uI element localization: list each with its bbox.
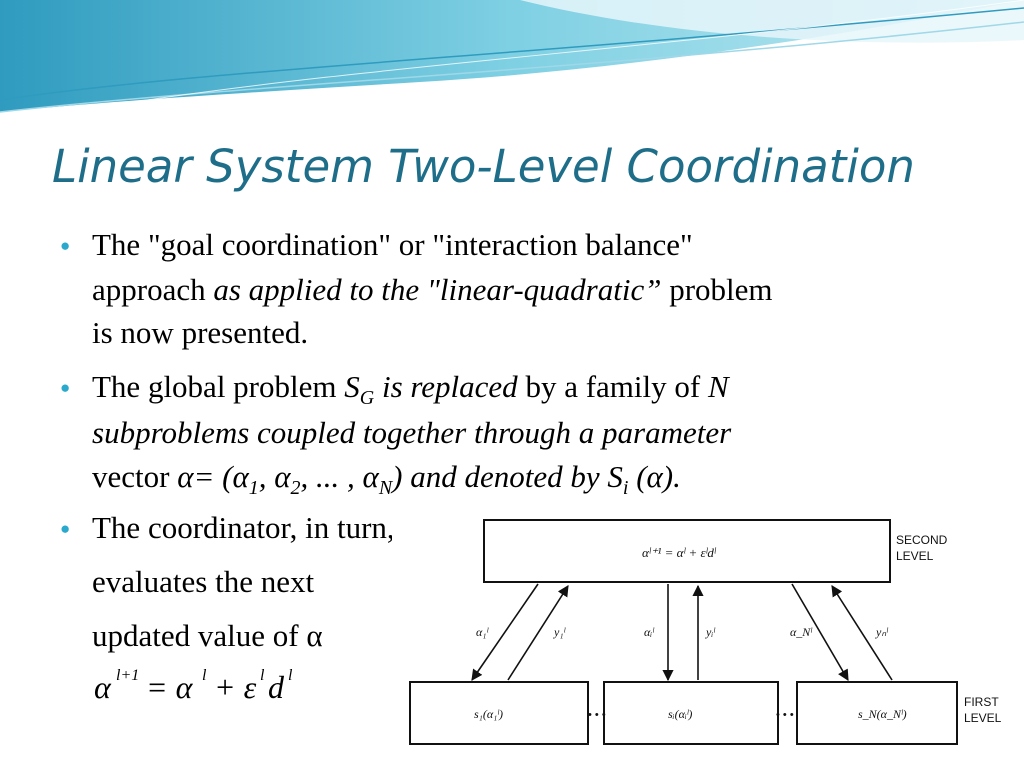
arrow-label-alpha-1: α₁ˡ [476,625,489,639]
arrow-label-y-N: yₙˡ [876,625,888,639]
bullet-1-line-1: The "goal coordination" or "interaction balance" [92,227,693,262]
arrow-label-alpha-N: α_Nˡ [790,625,812,639]
formula-sup-l-b: l [260,667,265,684]
bullet-marker: ● [60,236,71,255]
bullet-2-line-3-c: , α [258,459,291,494]
formula-sup-l-c: l [288,667,293,684]
ellipsis-1: • • • [588,709,606,721]
two-level-diagram [392,510,1024,754]
bullet-2-line-3-b: α= (α [177,459,249,494]
bullet-1-line-3: is now presented. [92,315,309,350]
bullet-1-line-2-a: approach [92,272,214,307]
bullet-marker: ● [60,378,71,397]
formula-plus-eps: + ε [214,669,257,705]
bullet-1-line-2 [92,274,773,305]
bullet-3-line-2: evaluates the next [92,564,315,599]
ellipsis-2: • • • [776,709,794,721]
bullet-2-line-1-a: The global problem [92,369,345,404]
formula-eq-alpha: = α [146,669,193,705]
subscript-1: 1 [248,477,259,499]
bullet-3-line-1: The coordinator, in turn, [92,510,395,545]
subscript-2: 2 [290,477,301,499]
subsystem-label-i: sᵢ(αᵢˡ) [668,707,693,721]
symbol-S: S [344,369,360,404]
bullet-2-line-3 [92,459,681,499]
bullet-2-line-1-c: by a family of [517,369,708,404]
slide-title: Linear System Two-Level Coordination [52,140,915,193]
bullet-2-line-2-text: subproblems coupled together through a parameter [92,415,732,450]
bullet-2-line-3-f: (α). [628,459,681,494]
formula-alpha: α [94,669,111,705]
formula-d: d [268,669,284,705]
coordinator-equation: αˡ⁺¹ = αˡ + εˡdˡ [642,545,716,560]
subsystem-label-1: s₁(α₁ˡ) [474,707,503,721]
bullet-2-line-3-a: vector [92,459,178,494]
header-wave-decoration [0,0,1024,120]
bullet-1-line-2-emphasis: as applied to the "linear-quadratic” [213,272,662,307]
bullet-2-line-2 [92,417,731,448]
second-level-label-2: LEVEL [896,549,934,563]
formula-sup-l-a: l [202,667,207,684]
bullet-2-line-3-d: , ... , α [300,459,379,494]
subsystem-label-N: s_N(α_Nˡ) [858,707,907,721]
bullet-2-line-1 [92,369,729,409]
arrow-label-y-1: y₁ˡ [554,625,566,639]
bullet-2-line-1-emphasis: is replaced [374,369,518,404]
first-level-label-1: FIRST [964,695,999,709]
subscript-G: G [359,387,375,409]
subscript-N: N [378,477,393,499]
update-formula [92,660,298,712]
bullet-1-line-2-c: problem [661,272,773,307]
bullet-3-line-3: updated value of α [92,618,323,653]
arrow-label-alpha-i: αᵢˡ [644,625,654,639]
first-level-label-2: LEVEL [964,711,1002,725]
subscript-i: i [622,477,629,499]
bullet-marker: ● [60,519,71,538]
second-level-label-1: SECOND [896,533,948,547]
bullet-2-line-3-e: ) and denoted by S [392,459,623,494]
arrow-label-y-i: yᵢˡ [706,625,715,639]
symbol-N: N [707,369,729,404]
formula-sup-l1: l+1 [116,667,140,684]
